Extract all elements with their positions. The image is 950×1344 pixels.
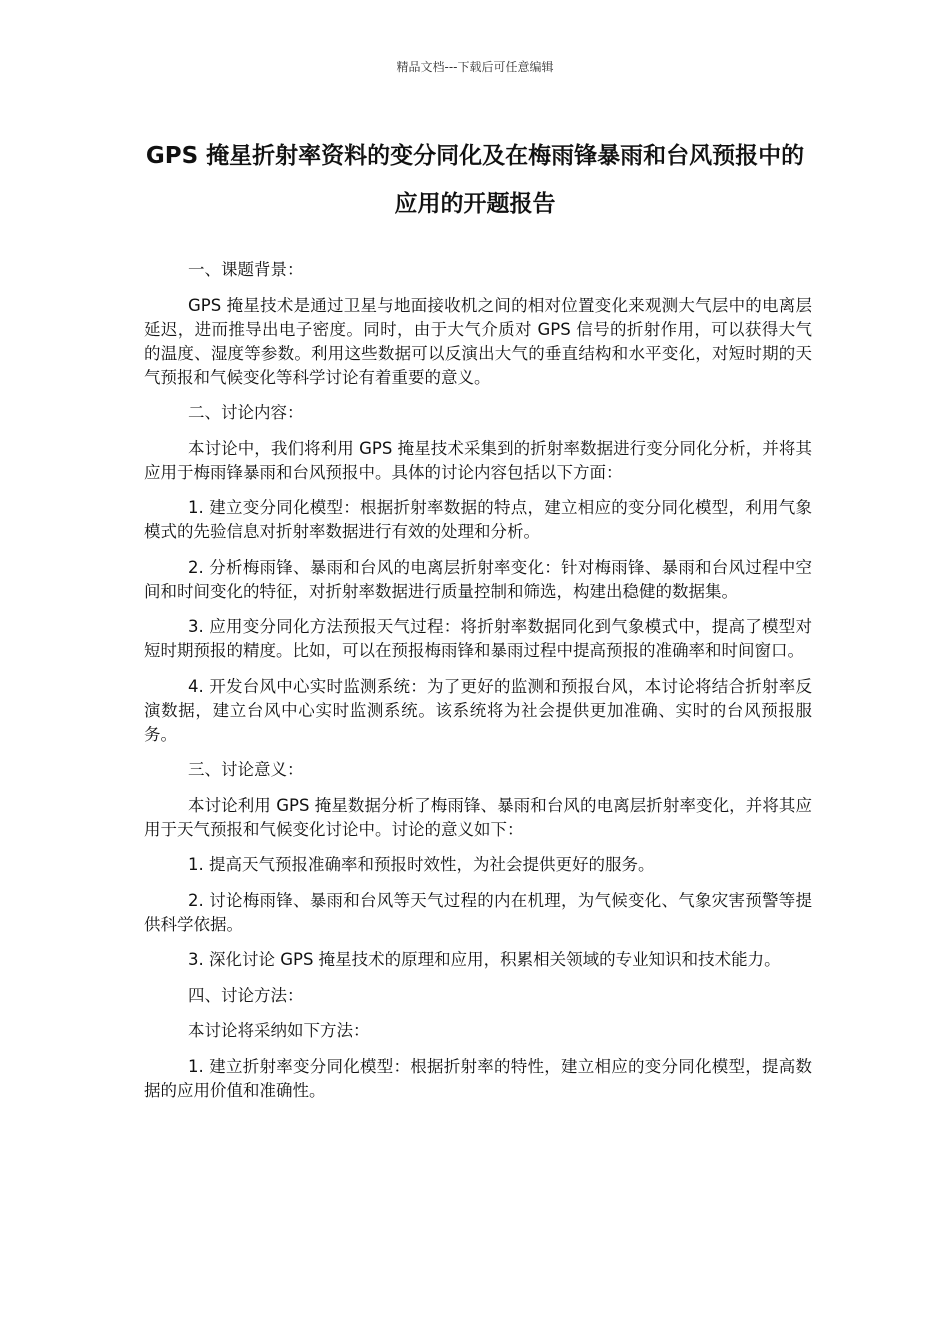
paragraph-background: GPS 掩星技术是通过卫星与地面接收机之间的相对位置变化来观测大气层中的电离层延迟，进而推导出电子密度。同时，由于大气介质对 GPS 信号的折射作用，可以获得大气的温度、湿度等参数。利用这些数据可以反演出大气的垂直结构和水平变化，对短时期的天气预报和气候变化等科学讨论有着重要的意义。 bbox=[144, 295, 812, 387]
section-heading-content: 二、讨论内容： bbox=[188, 403, 304, 422]
section-heading-background: 一、课题背景： bbox=[188, 260, 304, 279]
paragraph-methods-item-1: 1. 建立折射率变分同化模型：根据折射率的特性，建立相应的变分同化模型，提高数据的应用价值和准确性。 bbox=[144, 1056, 812, 1100]
paragraph-methods-intro: 本讨论将采纳如下方法： bbox=[188, 1021, 370, 1040]
document-body bbox=[144, 258, 812, 1114]
paragraph-significance-item-2: 2. 讨论梅雨锋、暴雨和台风等天气过程的内在机理，为气候变化、气象灾害预警等提供科学依据。 bbox=[144, 890, 812, 934]
header-note: 精品文档---下载后可任意编辑 bbox=[396, 60, 554, 74]
paragraph-significance-item-3: 3. 深化讨论 GPS 掩星技术的原理和应用，积累相关领域的专业知识和技术能力。 bbox=[188, 950, 781, 969]
paragraph-content-item-2: 2. 分析梅雨锋、暴雨和台风的电离层折射率变化：针对梅雨锋、暴雨和台风过程中空间和时间变化的特征，对折射率数据进行质量控制和筛选，构建出稳健的数据集。 bbox=[144, 557, 812, 601]
paragraph-significance-item-1: 1. 提高天气预报准确率和预报时效性，为社会提供更好的服务。 bbox=[188, 855, 655, 874]
document-title: GPS 掩星折射率资料的变分同化及在梅雨锋暴雨和台风预报中的应用的开题报告 bbox=[145, 143, 805, 217]
paragraph-content-item-4: 4. 开发台风中心实时监测系统：为了更好的监测和预报台风，本讨论将结合折射率反演数据，建立台风中心实时监测系统。该系统将为社会提供更加准确、实时的台风预报服务。 bbox=[144, 676, 812, 744]
section-heading-significance: 三、讨论意义： bbox=[188, 760, 304, 779]
section-heading-methods: 四、讨论方法： bbox=[188, 985, 304, 1005]
paragraph-content-intro: 本讨论中，我们将利用 GPS 掩星技术采集到的折射率数据进行变分同化分析，并将其应用于梅雨锋暴雨和台风预报中。具体的讨论内容包括以下方面： bbox=[144, 438, 812, 482]
paragraph-significance-intro: 本讨论利用 GPS 掩星数据分析了梅雨锋、暴雨和台风的电离层折射率变化，并将其应用于天气预报和气候变化讨论中。讨论的意义如下： bbox=[144, 795, 812, 839]
paragraph-content-item-3: 3. 应用变分同化方法预报天气过程：将折射率数据同化到气象模式中，提高了模型对短时期预报的精度。比如，可以在预报梅雨锋和暴雨过程中提高预报的准确率和时间窗口。 bbox=[144, 617, 812, 660]
paragraph-content-item-1: 1. 建立变分同化模型：根据折射率数据的特点，建立相应的变分同化模型，利用气象模式的先验信息对折射率数据进行有效的处理和分析。 bbox=[144, 498, 812, 541]
